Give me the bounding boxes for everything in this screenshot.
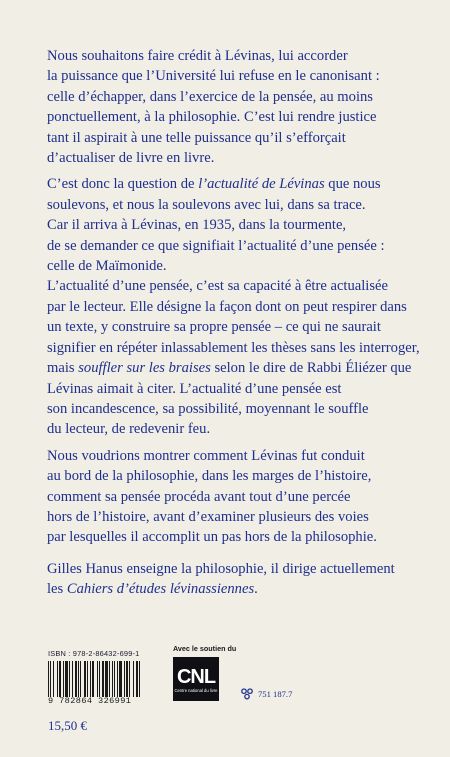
text-line: du lecteur, de redevenir feu. — [47, 421, 211, 438]
barcode — [48, 661, 166, 697]
text-line: Nous voudrions montrer comment Lévinas fut conduit — [47, 447, 365, 464]
text-line: C’est donc la question de l’actualité de Lévinas que nous — [47, 176, 381, 193]
barcode-bar — [117, 661, 118, 697]
barcode-bar — [48, 661, 49, 697]
cnl-letters: CNL — [176, 665, 216, 688]
barcode-bar — [102, 661, 104, 697]
text-line: la puissance que l’Université lui refuse en le canonisant : — [47, 68, 380, 85]
cnl-subtitle: Centre national du livre — [174, 687, 218, 693]
isbn: ISBN : 978-2-86432-699-1 — [48, 649, 140, 658]
barcode-bar — [78, 661, 79, 697]
text-line: hors de l’histoire, avant d’examiner plusieurs des voies — [47, 508, 369, 525]
italic-journal: Cahiers d’études lévinassiennes — [66, 581, 255, 598]
barcode-bar — [139, 661, 140, 697]
text-line: d’actualiser de livre en livre. — [47, 150, 215, 167]
barcode-bar — [124, 661, 125, 697]
italic-title: l’actualité de Lévinas — [198, 176, 325, 193]
ean-digits: 9 782864 326991 — [48, 696, 132, 706]
paragraph-3 — [47, 446, 412, 548]
barcode-bar — [57, 661, 58, 697]
text-line: tant il aspirait à une telle puissance qu’il s’efforçait — [47, 129, 346, 146]
text-line: comment sa pensée procéda avant tout d’une percée — [47, 488, 351, 505]
barcode-bar — [119, 661, 122, 697]
text-line: Nous souhaitons faire crédit à Lévinas, lui accorder — [47, 48, 348, 64]
barcode-bar — [53, 661, 54, 697]
back-cover-text — [47, 46, 420, 606]
barcode-bar — [109, 661, 110, 697]
barcode-bar — [129, 661, 130, 697]
barcode-bar — [50, 661, 51, 697]
text-line: Car il arriva à Lévinas, en 1935, dans la tourmente, — [47, 217, 347, 234]
barcode-bar — [75, 661, 77, 697]
barcode-bar — [114, 661, 115, 697]
text-line: Gilles Hanus enseigne la philosophie, il dirige actuellement — [47, 560, 395, 577]
paragraph-2 — [47, 174, 420, 439]
text-line: ponctuellement, à la philosophie. C’est lui rendre justice — [47, 109, 377, 126]
paragraph-1 — [47, 46, 412, 168]
cnl-caption: Avec le soutien du — [173, 644, 237, 653]
barcode-bar — [92, 661, 94, 697]
barcode-bar — [65, 661, 68, 697]
text-line: celle de Maïmonide. — [47, 258, 167, 275]
text-line: L’actualité d’une pensée, c’est sa capacité à être actualisée — [47, 278, 389, 295]
barcode-bar — [126, 661, 128, 697]
text-line: son incandescence, sa possibilité, moyennant le souffle — [47, 400, 369, 417]
text-line: un texte, y construire sa propre pensée – ce qui ne saurait — [47, 319, 381, 336]
barcode-bar — [112, 661, 113, 697]
text-line: celle d’échapper, dans l’exercice de la pensée, au moins — [47, 88, 373, 105]
barcode-bar — [105, 661, 108, 697]
barcode-bar — [90, 661, 91, 697]
italic-quote: souffler sur les braises — [78, 360, 211, 377]
barcode-bar — [133, 661, 134, 697]
barcode-bar — [99, 661, 100, 697]
price: 15,50 € — [48, 718, 87, 733]
barcode-area — [48, 649, 174, 706]
text-line: Lévinas aimait à citer. L’actualité d’une pensée est — [47, 380, 342, 397]
text-line: soulevons, et nous la soulevons avec lui, dans sa trace. — [47, 196, 366, 213]
barcode-bar — [63, 661, 64, 697]
barcode-bar — [84, 661, 86, 697]
barcode-bar — [59, 661, 61, 697]
text-line: par le lecteur. Elle désigne la façon dont on peut respirer dans — [47, 298, 407, 315]
code-number: 751 187.7 — [258, 689, 293, 699]
author-bio — [47, 559, 412, 600]
text-line: les Cahiers d’études lévinassiennes. — [47, 581, 258, 598]
barcode-bar — [136, 661, 138, 697]
text-line: de se demander ce que signifiait l’actualité d’une pensée : — [47, 237, 385, 254]
text-line: signifier en répéter inlassablement les thèses sans les interroger, — [47, 339, 420, 356]
publisher-mark-icon — [240, 688, 254, 700]
text-line: par lesquelles il accomplit un pas hors de la philosophie. — [47, 529, 377, 546]
barcode-bar — [80, 661, 81, 697]
barcode-bar — [87, 661, 88, 697]
cnl-logo — [173, 657, 219, 701]
barcode-bar — [69, 661, 70, 697]
text-line: mais souffler sur les braises selon le dire de Rabbi Éliézer que — [47, 360, 412, 377]
barcode-bar — [97, 661, 98, 697]
text-line: au bord de la philosophie, dans les marges de l’histoire, — [47, 468, 372, 485]
barcode-bar — [72, 661, 73, 697]
catalog-code — [240, 688, 292, 700]
